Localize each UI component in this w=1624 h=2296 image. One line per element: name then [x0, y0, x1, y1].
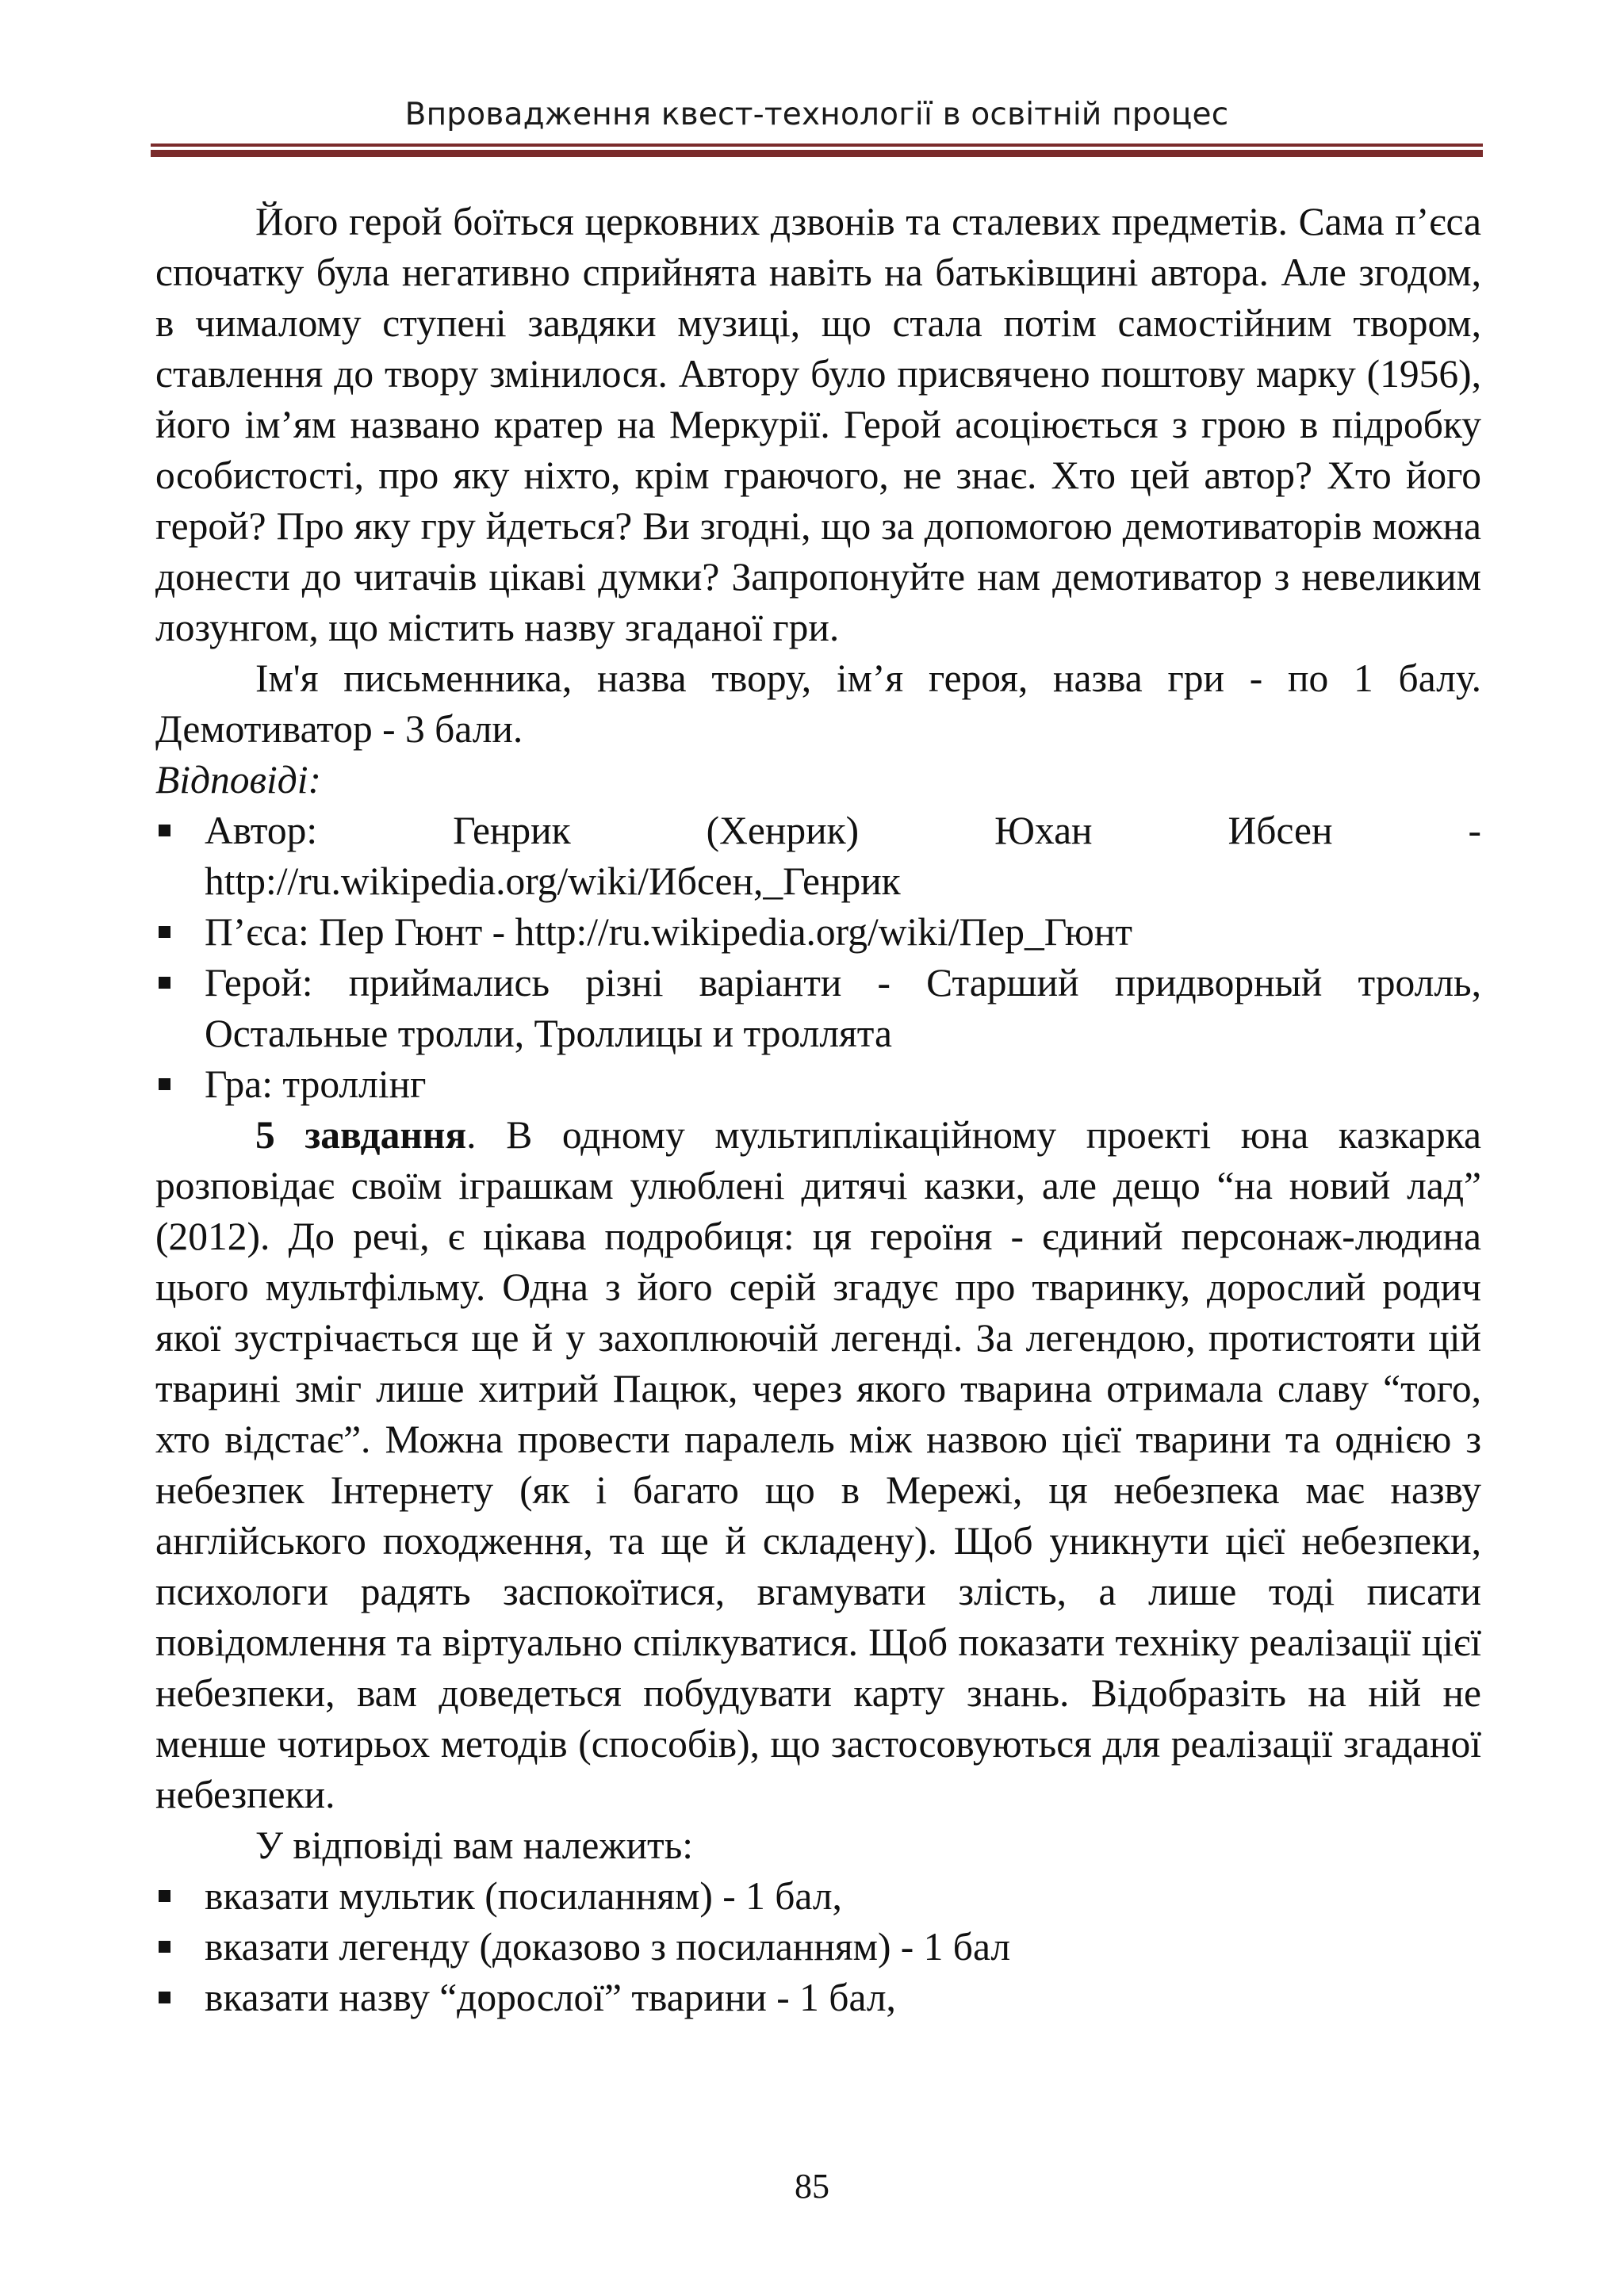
paragraph-riddle: Його герой боїться церковних дзвонів та сталевих предметів. Сама п’єса спочатку була негативно сприйнята навіть на батьківщині автора. Але згодом, в чималому ступені завдяки музиці, що стала потім самостійним твором, ставлення до твору змінилося. Автору було присвячено поштову марку (1956), його ім’ям названо кратер на Меркурії. Герой асоціюється з грою в підробку особистості, про яку ніхто, крім граючого, не знає. Хто цей автор? Хто його герой? Про яку гру йдеться? Ви згодні, що за допомогою демотиваторів можна донести до читачів цікаві думки? Запропонуйте нам демотиватор з невеликим лозунгом, що містить назву згаданої гри. [155, 200, 1481, 649]
requirement-text: вказати мультик (посиланням) - 1 бал, [205, 1874, 842, 1918]
author-word: Автор: [205, 809, 318, 852]
requirement-item [155, 1871, 1481, 1922]
page-body [155, 197, 1481, 2023]
author-line [205, 806, 1481, 856]
requirement-item [155, 1922, 1481, 1973]
answer-game [155, 1059, 1481, 1110]
paragraph-scoring: Ім'я письменника, назва твору, ім’я героя, назва гри - по 1 балу. Демотиватор - 3 бали. [155, 656, 1481, 751]
requirement-text: вказати легенду (доказово з посиланням) - 1 бал [205, 1925, 1011, 1969]
author-word: Юхан [994, 809, 1093, 852]
bullet-square-icon [159, 977, 170, 989]
answers-list [155, 806, 1481, 1110]
answer-hero [155, 958, 1481, 1059]
answer-author [155, 806, 1481, 907]
task5-text: . В одному мультиплікаційному проекті юна казкарка розповідає своїм іграшкам улюблені дитячі казки, але дещо “на новий лад” (2012). До речі, є цікава подробиця: ця героїня - єдиний персонаж-людина цього мультфільму. Одна з його серій згадує про тваринку, дорослий родич якої зустрічається ще й у захоплюючій легенді. За легендою, протистояти цій тварині зміг лише хитрий Пацюк, через якого тварина отримала славу “того, хто відстає”. Можна провести паралель між назвою цієї тварини та однією з небезпек Інтернету (як і багато що в Мережі, ця небезпека має назву англійського походження, та ще й складену). Щоб уникнути цієї небезпеки, психологи радять заспокоїтися, вгамувати злість, а лише тоді писати повідомлення та віртуально спілкуватися. Щоб показати техніку реалізації цієї небезпеки, вам доведеться побудувати карту знань. Відобразіть на ній не менше чотирьох методів (способів), що застосовуються для реалізації згаданої небезпеки. [155, 1113, 1482, 1816]
author-link[interactable]: http://ru.wikipedia.org/wiki/Ибсен,_Генрик [205, 859, 901, 903]
page-number: 85 [795, 2167, 829, 2206]
bullet-square-icon [159, 1890, 170, 1902]
answers-label: Відповіді: [155, 758, 322, 802]
answer-hero-text: Герой: приймались різні варіанти - Старший придворный тролль, Остальные тролли, Троллицы и троллята [205, 961, 1481, 1055]
author-word: Генрик [453, 809, 571, 852]
requirement-item [155, 1973, 1481, 2023]
requirement-text: вказати назву “дорослої” тварини - 1 бал, [205, 1976, 896, 2019]
bullet-square-icon [159, 1992, 170, 2003]
bullet-square-icon [159, 926, 170, 938]
bullet-square-icon [159, 1078, 170, 1090]
task5-label: 5 завдання [255, 1113, 467, 1157]
paragraph-task5 [155, 1110, 1481, 1820]
bullet-square-icon [159, 825, 170, 836]
answer-game-text: Гра: троллінг [205, 1062, 427, 1106]
header-rule-thick [151, 150, 1483, 157]
author-word: - [1468, 809, 1481, 852]
author-word: Ибсен [1228, 809, 1333, 852]
header-rule-thin [151, 144, 1483, 147]
running-header: Впровадження квест-технології в освітній процес [404, 97, 1229, 132]
requirements-intro: У відповіді вам належить: [255, 1823, 694, 1867]
bullet-square-icon [159, 1941, 170, 1953]
answer-play [155, 907, 1481, 958]
requirements-list [155, 1871, 1481, 2023]
author-word: (Хенрик) [706, 809, 860, 852]
answer-play-text: П’єса: Пер Гюнт - http://ru.wikipedia.org/wiki/Пер_Гюнт [205, 910, 1132, 954]
